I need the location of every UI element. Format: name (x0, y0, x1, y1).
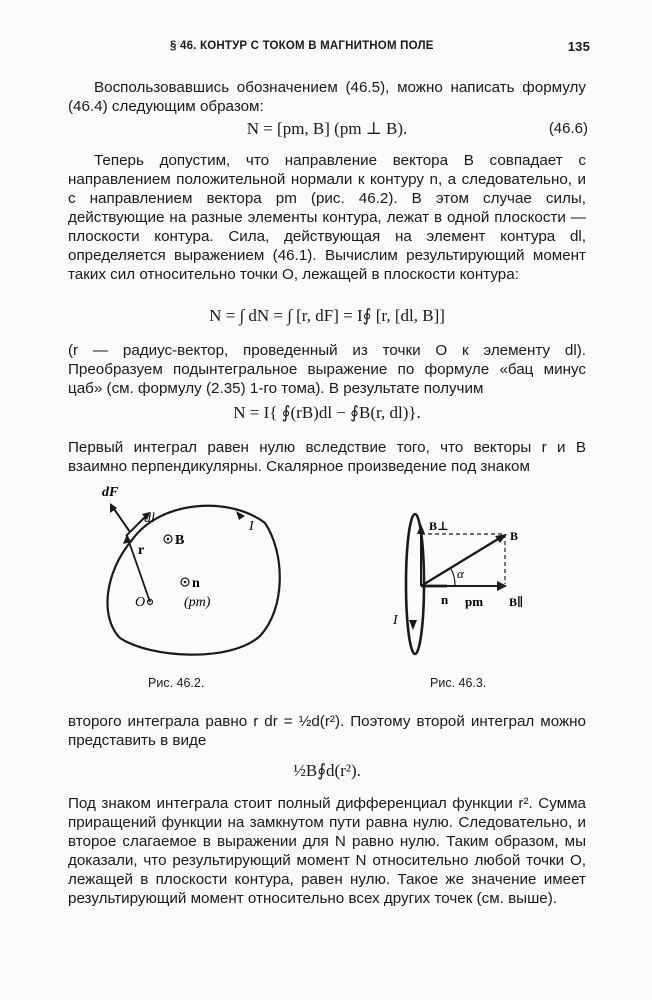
label-n2: n (441, 592, 449, 607)
label-pm2: pm (465, 594, 484, 609)
angle-alpha-arc (451, 569, 455, 586)
label-I2: I (393, 613, 398, 628)
label-r: r (138, 543, 145, 558)
paragraph-4: Первый интеграл равен нулю вследствие того, что векторы r и B взаимно перпендикулярны. Скалярное произведение под знаком (68, 439, 586, 475)
formula-moment-integral: N = ∫ dN = ∫ [r, dF] = I∮ [r, [dl, B]] (209, 306, 445, 325)
label-B-perp: B⊥ (429, 519, 449, 533)
page-number: 135 (567, 39, 590, 54)
running-header (70, 40, 590, 60)
equation-number-46-6: (46.6) (548, 120, 588, 137)
formula-46-6: N = [pm, B] (pm ⊥ B). (246, 119, 408, 138)
force-vector-dF (112, 506, 130, 532)
label-I: I (249, 519, 254, 534)
label-alpha: α (457, 566, 464, 581)
formula-half-B-integral: ½B∮d(r²). (293, 761, 361, 780)
formula-bac-cab: N = I{ ∮(rB)dl − ∮B(r, dl)}. (233, 403, 421, 422)
paragraph-5: второго интеграла равно r dr = ½d(r²). Поэтому второй интеграл можно представить в виде (68, 713, 586, 749)
paragraph-6: Под знаком интеграла стоит полный дифференциал функции r². Сумма приращений функции на замкнутом пути равна нулю. Следовательно, и второе слагаемое в выражении для N равно нулю. Таким образом, мы доказали, что результирующий момент N относительно любой точки O, лежащей в плоскости контура, равен нулю. Такое же значение имеет результирующий момент относительно всех других точек (см. выше). (68, 795, 586, 907)
caption-46-3: Рис. 46.3. (430, 676, 487, 690)
label-B: B (175, 533, 185, 548)
section-title: § 46. КОНТУР С ТОКОМ В МАГНИТНОМ ПОЛЕ (170, 40, 434, 52)
figure-46-3 (385, 512, 555, 662)
label-dl: dl (144, 511, 155, 526)
caption-46-2: Рис. 46.2. (148, 676, 205, 690)
label-dF: dF (102, 485, 119, 500)
paragraph-1: Воспользовавшись обозначением (46.5), можно написать формулу (46.4) следующим образом: (68, 79, 586, 115)
paragraph-3: (r — радиус-вектор, проведенный из точки O к элементу dl). Преобразуем подынтегральное выражение по формуле «бац минус цаб» (см. формулу (2.35) 1-го тома). В результате получим (68, 342, 586, 397)
label-B-par: B∥ (509, 595, 524, 609)
label-pm: (pm) (184, 595, 211, 610)
label-n: n (192, 576, 200, 591)
label-B2: B (510, 529, 519, 543)
paragraph-2: Теперь допустим, что направление вектора B совпадает с направлением положительной нормали к контуру n, а следовательно, и с направлением вектора pm (рис. 46.2). В этом случае силы, действующие на разные элементы контура, лежат в одной плоскости — плоскости контура. Сила, действующая на элемент контура dl, определяется выражением (46.1). Вычислим результирующий момент таких сил относительно точки O, лежащей в плоскости контура: (68, 152, 586, 283)
label-O: O (135, 595, 146, 610)
figure-46-2 (90, 478, 290, 668)
current-direction-arrow-2 (409, 620, 417, 630)
